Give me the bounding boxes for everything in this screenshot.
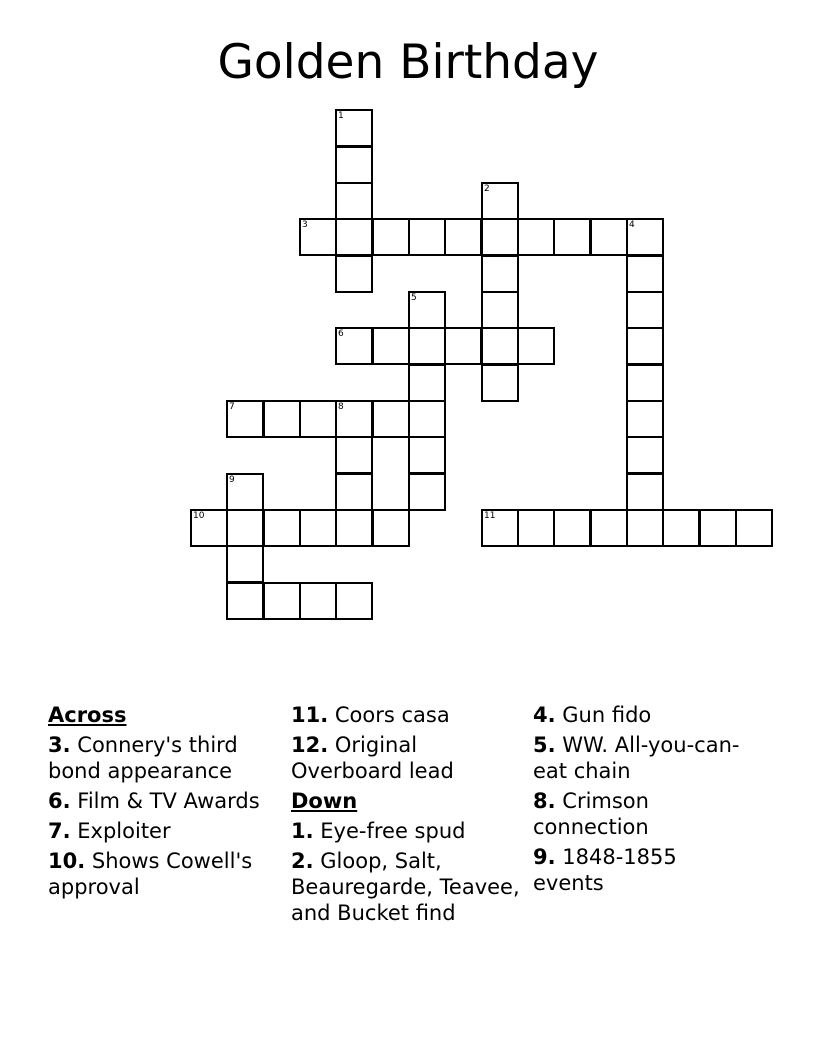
down-heading: Down — [291, 789, 358, 813]
grid-cell[interactable] — [408, 327, 446, 365]
grid-cell[interactable] — [226, 545, 264, 583]
grid-cell[interactable] — [553, 509, 591, 547]
grid-cell[interactable] — [335, 509, 373, 547]
clue-across-6: 6. Film & TV Awards — [48, 789, 260, 813]
grid-cell[interactable] — [335, 582, 373, 620]
grid-cell[interactable] — [408, 473, 446, 511]
clue-down-1: 1. Eye-free spud — [291, 819, 466, 843]
grid-cell[interactable] — [335, 473, 373, 511]
clue-across-3: 3. Connery's third bond appearance — [48, 733, 238, 783]
grid-cell[interactable] — [299, 400, 337, 438]
clue-column-1 — [48, 702, 278, 904]
clue-across-7: 7. Exploiter — [48, 819, 171, 843]
grid-cell[interactable] — [626, 473, 664, 511]
grid-cell[interactable] — [408, 400, 446, 438]
clue-column-2 — [291, 702, 521, 930]
grid-cell[interactable] — [226, 509, 264, 547]
grid-cell[interactable] — [517, 509, 555, 547]
grid-cell[interactable] — [263, 400, 301, 438]
grid-cell[interactable] — [226, 400, 264, 438]
grid-cell[interactable] — [481, 291, 519, 329]
grid-cell[interactable] — [299, 582, 337, 620]
grid-cell[interactable] — [444, 327, 482, 365]
grid-cell[interactable] — [626, 436, 664, 474]
grid-cell[interactable] — [626, 327, 664, 365]
grid-cell[interactable] — [444, 218, 482, 256]
clue-down-9: 9. 1848-1855 events — [533, 845, 677, 895]
grid-cell[interactable] — [335, 182, 373, 220]
clue-across-11: 11. Coors casa — [291, 703, 450, 727]
grid-cell[interactable] — [408, 436, 446, 474]
grid-cell[interactable] — [517, 327, 555, 365]
grid-cell[interactable] — [408, 364, 446, 402]
grid-cell[interactable] — [335, 146, 373, 184]
clue-down-8: 8. Crimson connection — [533, 789, 649, 839]
cell-number: 5 — [411, 293, 417, 303]
cell-number: 4 — [629, 220, 635, 230]
grid-cell[interactable] — [481, 327, 519, 365]
grid-cell[interactable] — [335, 400, 373, 438]
grid-cell[interactable] — [335, 109, 373, 147]
grid-cell[interactable] — [626, 509, 664, 547]
grid-cell[interactable] — [626, 291, 664, 329]
grid-cell[interactable] — [408, 291, 446, 329]
clue-across-10: 10. Shows Cowell's approval — [48, 849, 253, 899]
grid-cell[interactable] — [372, 327, 410, 365]
grid-cell[interactable] — [481, 364, 519, 402]
cell-number: 11 — [484, 511, 496, 521]
grid-cell[interactable] — [299, 509, 337, 547]
grid-cell[interactable] — [553, 218, 591, 256]
grid-cell[interactable] — [263, 509, 301, 547]
grid-cell[interactable] — [699, 509, 737, 547]
grid-cell[interactable] — [590, 509, 628, 547]
cell-number: 9 — [229, 475, 235, 485]
grid-cell[interactable] — [408, 218, 446, 256]
grid-cell[interactable] — [626, 218, 664, 256]
grid-cell[interactable] — [735, 509, 773, 547]
grid-cell[interactable] — [335, 436, 373, 474]
grid-cell[interactable] — [226, 582, 264, 620]
grid-cell[interactable] — [335, 218, 373, 256]
grid-cell[interactable] — [626, 255, 664, 293]
grid-cell[interactable] — [226, 473, 264, 511]
cell-number: 1 — [338, 111, 344, 121]
grid-cell[interactable] — [626, 364, 664, 402]
cell-number: 2 — [484, 184, 490, 194]
grid-cell[interactable] — [263, 582, 301, 620]
grid-cell[interactable] — [372, 218, 410, 256]
grid-cell[interactable] — [190, 509, 228, 547]
cell-number: 7 — [229, 402, 235, 412]
grid-cell[interactable] — [372, 400, 410, 438]
cell-number: 10 — [193, 511, 205, 521]
grid-cell[interactable] — [335, 327, 373, 365]
grid-cell[interactable] — [590, 218, 628, 256]
grid-cell[interactable] — [372, 509, 410, 547]
cell-number: 6 — [338, 329, 344, 339]
grid-cell[interactable] — [481, 182, 519, 220]
grid-cell[interactable] — [335, 255, 373, 293]
clue-column-3 — [533, 702, 753, 900]
grid-cell[interactable] — [626, 400, 664, 438]
clue-down-5: 5. WW. All-you-can-eat chain — [533, 733, 740, 783]
clue-across-12: 12. Original Overboard lead — [291, 733, 454, 783]
cell-number: 3 — [302, 220, 308, 230]
clue-down-4: 4. Gun fido — [533, 703, 652, 727]
grid-cell[interactable] — [517, 218, 555, 256]
grid-cell[interactable] — [481, 509, 519, 547]
across-heading: Across — [48, 703, 127, 727]
clue-down-2: 2. Gloop, Salt, Beauregarde, Teavee, and Bucket find — [291, 849, 520, 925]
cell-number: 8 — [338, 402, 344, 412]
grid-cell[interactable] — [481, 218, 519, 256]
grid-cell[interactable] — [481, 255, 519, 293]
grid-cell[interactable] — [662, 509, 700, 547]
puzzle-title: Golden Birthday — [217, 35, 599, 90]
grid-cell[interactable] — [299, 218, 337, 256]
